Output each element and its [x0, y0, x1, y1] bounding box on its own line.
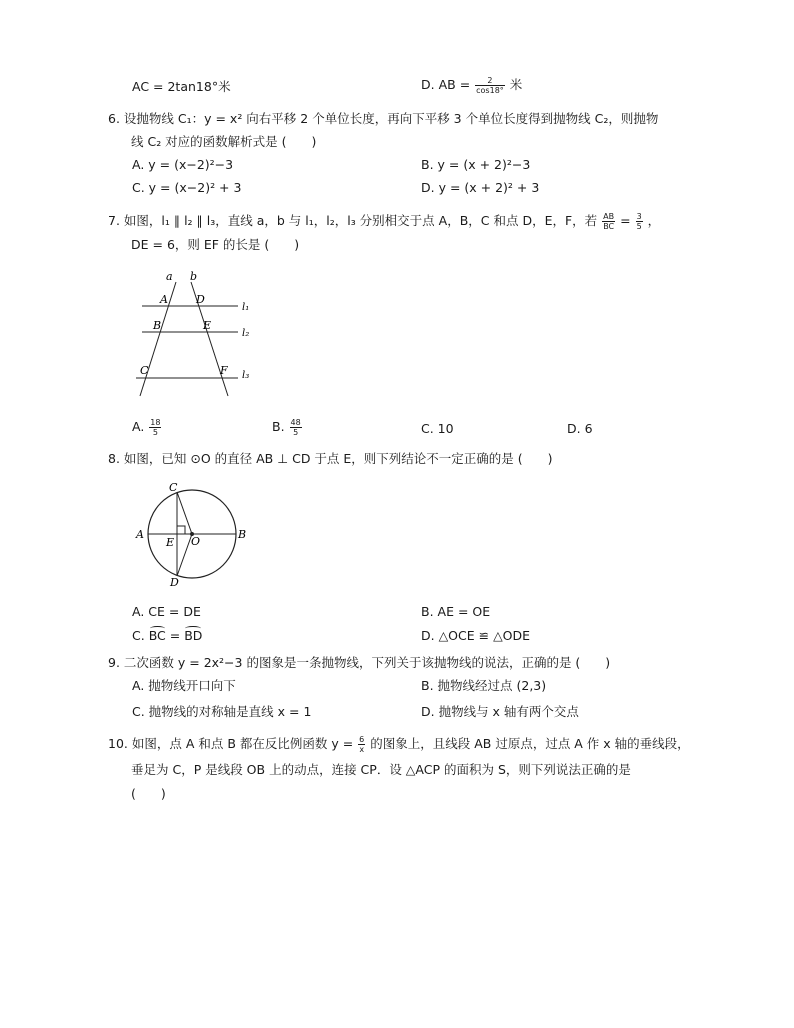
fraction-denominator: x	[359, 745, 365, 754]
q5-option-d-unit: 米	[509, 77, 523, 92]
label-E: E	[203, 319, 212, 332]
q6-option-d[interactable]: D. y = (x + 2)² + 3	[421, 180, 540, 195]
option-letter: B.	[272, 419, 285, 434]
q8-circle-figure	[134, 482, 254, 588]
q10-stem-line2: 垂足为 C，P 是线段 OB 上的动点，连接 CP．设 △ACP 的面积为 S，则下列说法正确的是	[131, 762, 631, 777]
fraction-numerator: 48	[290, 418, 301, 427]
fraction-numerator: 6	[359, 735, 365, 744]
q5-option-d-fraction	[475, 76, 505, 95]
arc-bc: BC	[148, 628, 166, 643]
q9-option-d[interactable]: D. 抛物线与 x 轴有两个交点	[421, 704, 579, 719]
fraction-denominator: cos18°	[476, 86, 504, 95]
q9-option-c[interactable]: C. 抛物线的对称轴是直线 x = 1	[132, 704, 312, 719]
q10-function-fraction	[358, 735, 365, 754]
q9-stem-line1: 9. 二次函数 y = 2x²−3 的图象是一条抛物线，下列关于该抛物线的说法，正确的是 ( )	[108, 655, 611, 670]
q7-stem-line1	[108, 212, 660, 231]
q6-stem-line2: 线 C₂ 对应的函数解析式是 ( )	[131, 134, 317, 149]
q5-option-d[interactable]	[421, 76, 522, 95]
q6-option-a[interactable]: A. y = (x−2)²−3	[132, 157, 234, 172]
fraction-numerator: 18	[150, 418, 161, 427]
label-C: C	[140, 364, 149, 377]
q5-option-c[interactable]	[132, 79, 231, 95]
label-O: O	[191, 535, 201, 548]
q8-option-b[interactable]: B. AE = OE	[421, 604, 491, 619]
fraction-denominator: 5	[293, 428, 299, 437]
line-a	[140, 282, 176, 396]
fraction-denominator: BC	[603, 222, 615, 231]
equals-sign: =	[620, 213, 631, 228]
fraction-numerator: AB	[603, 212, 615, 221]
q10-stem-text-end: 的图象上，且线段 AB 过原点，过点 A 作 x 轴的垂线段，	[366, 736, 690, 751]
q5-option-d-letter: D.	[421, 77, 435, 92]
q7-stem-line2: DE = 6，则 EF 的长是 ( )	[131, 237, 300, 252]
q7-ratio-ab-bc	[602, 212, 615, 231]
right-angle-mark	[177, 526, 185, 534]
q7-stem-text: 7. 如图，l₁ ∥ l₂ ∥ l₃，直线 a，b 与 l₁，l₂，l₃ 分别相交于点 A，B，C 和点 D，E，F，若	[108, 213, 598, 228]
label-B: B	[238, 528, 247, 541]
label-a: a	[166, 270, 173, 283]
label-D: D	[170, 576, 179, 588]
label-D: D	[196, 293, 205, 306]
punctuation: ，	[647, 213, 661, 228]
q6-option-c[interactable]: C. y = (x−2)² + 3	[132, 180, 242, 195]
label-A: A	[160, 293, 168, 306]
q8-stem-line1: 8. 如图，已知 ⊙O 的直径 AB ⊥ CD 于点 E，则下列结论不一定正确的是 ( )	[108, 451, 553, 466]
q7-parallel-lines-figure	[128, 268, 268, 402]
option-letter: A.	[132, 419, 145, 434]
q5-option-c-text: AC = 2tan18°米	[132, 79, 231, 94]
q8-option-c[interactable]	[132, 628, 202, 644]
q8-option-d[interactable]: D. △OCE ≌ △ODE	[421, 628, 531, 643]
q10-stem-line1	[108, 735, 690, 754]
label-b: b	[190, 270, 198, 283]
label-C: C	[169, 482, 178, 494]
equals-sign: =	[165, 628, 185, 643]
label-l1: l₁	[242, 302, 250, 313]
q6-stem-line1: 6. 设抛物线 C₁：y = x² 向右平移 2 个单位长度，再向下平移 3 个单位长度得到抛物线 C₂，则抛物	[108, 111, 659, 126]
q10-stem-text: 10. 如图，点 A 和点 B 都在反比例函数 y =	[108, 736, 358, 751]
q7-option-b-fraction	[290, 418, 302, 437]
q7-option-d[interactable]: D. 6	[567, 421, 593, 436]
q7-option-b[interactable]	[272, 418, 303, 437]
label-E: E	[166, 536, 175, 549]
q9-option-a[interactable]: A. 抛物线开口向下	[132, 678, 236, 693]
segment-od	[177, 534, 192, 576]
q7-option-a[interactable]	[132, 418, 162, 437]
q5-option-d-expr: AB =	[438, 77, 475, 92]
label-A: A	[136, 528, 144, 541]
q6-option-b[interactable]: B. y = (x + 2)²−3	[421, 157, 531, 172]
fraction-denominator: 5	[152, 428, 158, 437]
fraction-denominator: 5	[636, 222, 642, 231]
q7-ratio-value	[636, 212, 643, 231]
fraction-numerator: 2	[475, 76, 505, 86]
q7-option-c[interactable]: C. 10	[421, 421, 454, 436]
arc-bd: BD	[184, 628, 203, 643]
label-l3: l₃	[242, 370, 250, 381]
q9-option-b[interactable]: B. 抛物线经过点 (2,3)	[421, 678, 547, 693]
q8-option-a[interactable]: A. CE = DE	[132, 604, 201, 619]
label-F: F	[220, 364, 228, 377]
option-letter: C.	[132, 628, 145, 643]
label-l2: l₂	[242, 328, 250, 339]
label-B: B	[153, 319, 162, 332]
q10-stem-line3: ( )	[131, 786, 166, 801]
fraction-numerator: 3	[636, 212, 642, 221]
q7-option-a-fraction	[149, 418, 161, 437]
